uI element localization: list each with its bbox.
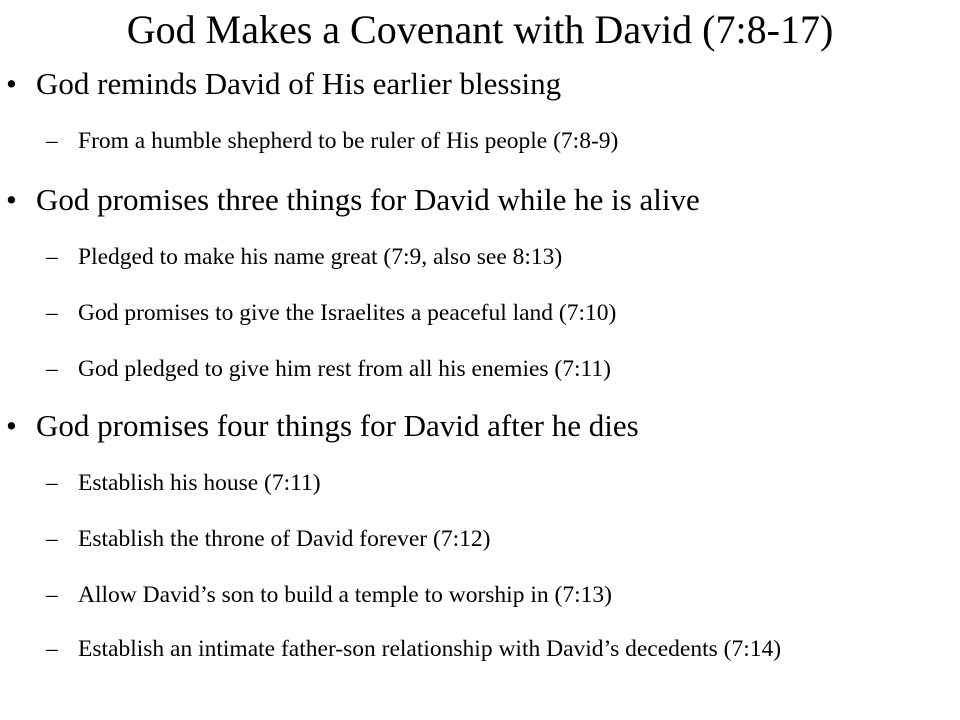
- sub-bullet-text: Establish the throne of David forever (7:12): [78, 526, 491, 552]
- bullet-heading-text: God promises four things for David after he dies: [36, 408, 639, 443]
- dash-marker: –: [46, 128, 58, 154]
- dash-marker: –: [46, 244, 58, 270]
- bullet-heading-text: God reminds David of His earlier blessing: [36, 66, 562, 101]
- sub-bullet-text: Establish an intimate father-son relationship with David’s decedents (7:14): [78, 636, 782, 662]
- sub-bullet-text: God promises to give the Israelites a peaceful land (7:10): [78, 300, 617, 326]
- slide-title: God Makes a Covenant with David (7:8-17): [126, 7, 834, 52]
- dash-marker: –: [46, 356, 58, 382]
- sub-bullet-text: God pledged to give him rest from all his enemies (7:11): [78, 356, 611, 382]
- bullet-marker: •: [6, 182, 17, 217]
- dash-marker: –: [46, 582, 58, 608]
- bullet-heading-text: God promises three things for David while he is alive: [36, 182, 700, 217]
- sub-bullet-text: Pledged to make his name great (7:9, also see 8:13): [78, 244, 563, 270]
- sub-bullet-text: From a humble shepherd to be ruler of His people (7:8-9): [78, 128, 619, 154]
- sub-bullet-text: Allow David’s son to build a temple to worship in (7:13): [78, 582, 612, 608]
- bullet-marker: •: [6, 408, 17, 443]
- dash-marker: –: [46, 470, 58, 496]
- dash-marker: –: [46, 636, 58, 662]
- dash-marker: –: [46, 300, 58, 326]
- bullet-marker: •: [6, 66, 17, 101]
- sub-bullet-text: Establish his house (7:11): [78, 470, 321, 496]
- dash-marker: –: [46, 526, 58, 552]
